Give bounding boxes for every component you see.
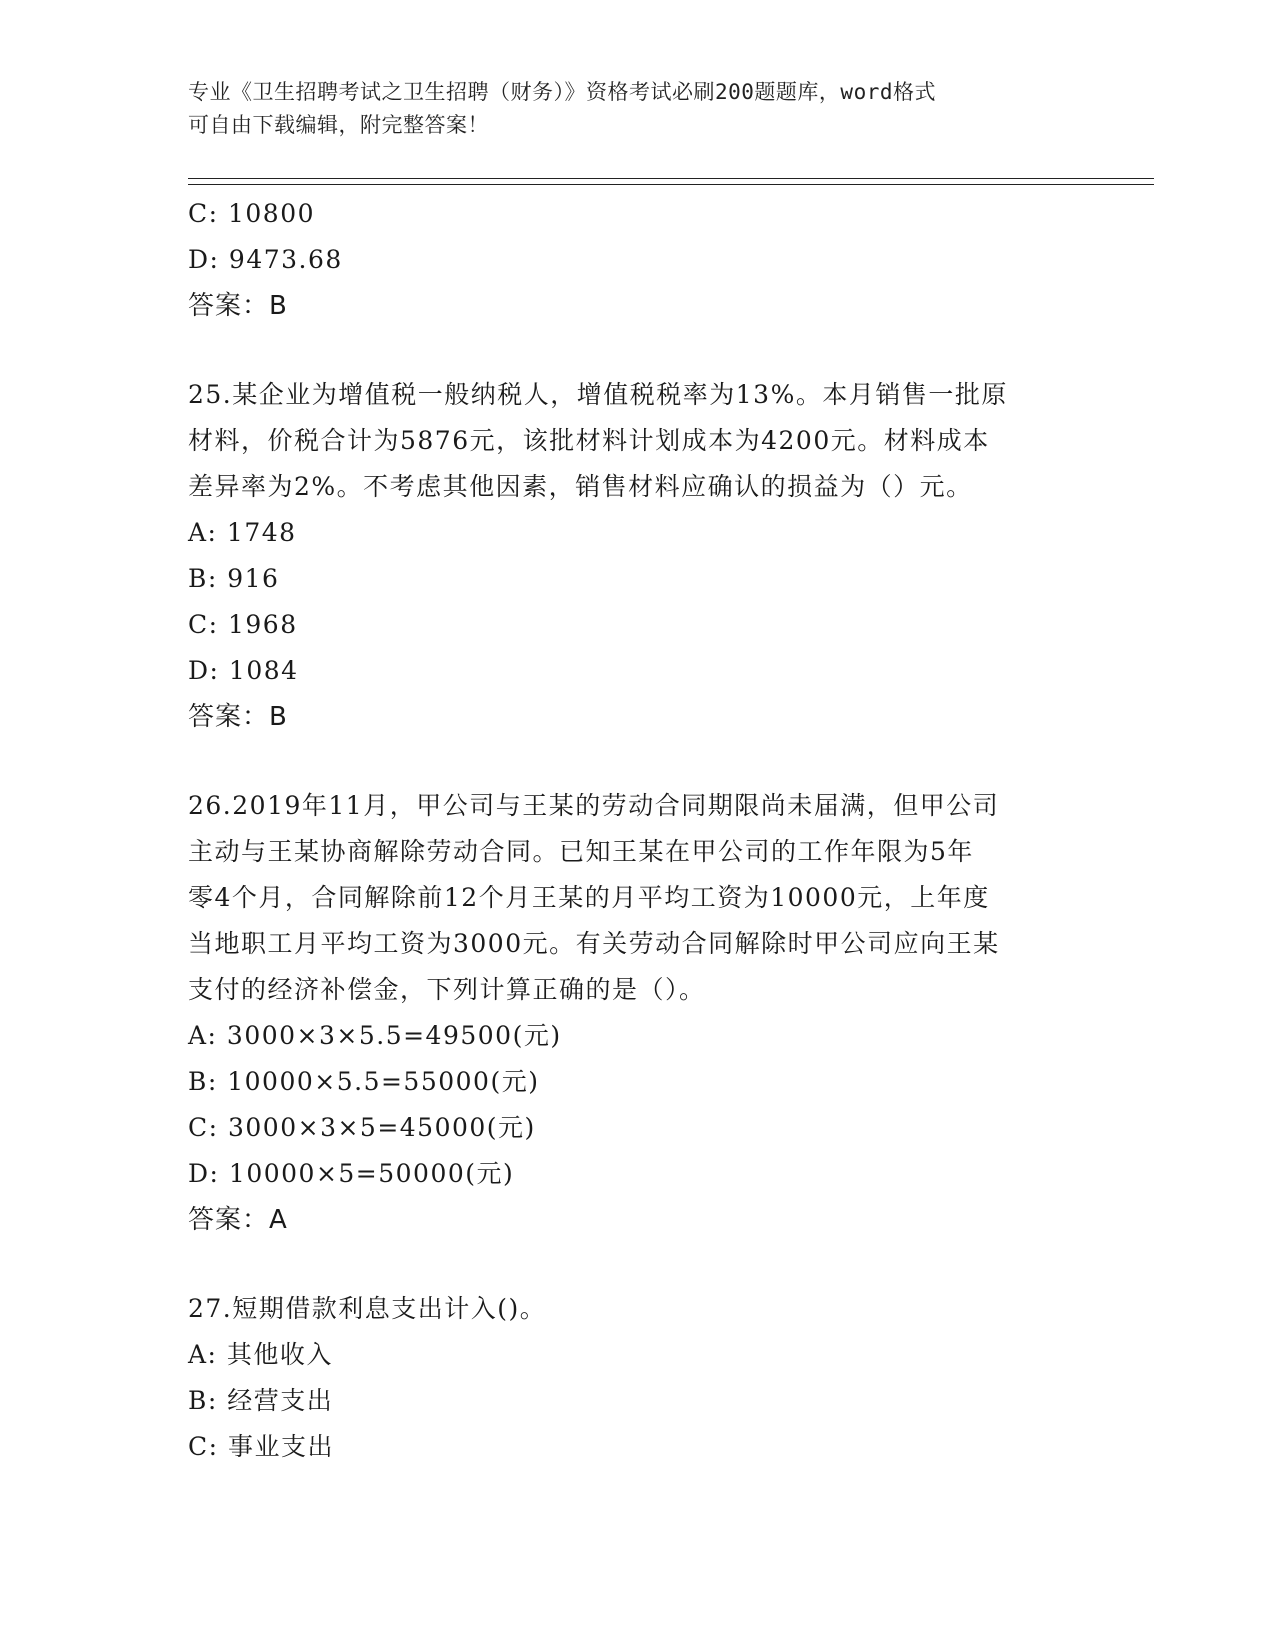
question-text-line: 零4个月，合同解除前12个月王某的月平均工资为10000元，上年度 <box>188 883 990 912</box>
question-text-line: 材料，价税合计为5876元，该批材料计划成本为4200元。材料成本 <box>188 426 990 455</box>
question-content <box>188 191 1088 1470</box>
question-text-line: 26.2019年11月，甲公司与王某的劳动合同期限尚未届满，但甲公司 <box>188 791 1000 820</box>
question-text-line: 27.短期借款利息支出计入()。 <box>188 1294 547 1323</box>
option-a: A: 1748 <box>188 518 297 547</box>
option-c: C: 10800 <box>188 199 316 228</box>
spacer <box>188 329 1088 372</box>
spacer <box>188 1243 1088 1286</box>
header-title-line-2: 可自由下载编辑，附完整答案！ <box>188 113 489 137</box>
question-text-line: 差异率为2%。不考虑其他因素，销售材料应确认的损益为（）元。 <box>188 472 973 501</box>
question-24-tail <box>188 191 1088 329</box>
question-text-line: 25.某企业为增值税一般纳税人，增值税税率为13%。本月销售一批原 <box>188 380 1008 409</box>
option-c: C: 3000×3×5=45000(元) <box>188 1113 536 1142</box>
question-text-line: 主动与王某协商解除劳动合同。已知王某在甲公司的工作年限为5年 <box>188 837 974 866</box>
header-title-line-1: 专业《卫生招聘考试之卫生招聘（财务）》资格考试必刷200题题库，word格式 <box>188 80 936 104</box>
question-text-line: 支付的经济补偿金，下列计算正确的是（）。 <box>188 975 706 1004</box>
option-c: C: 1968 <box>188 610 298 639</box>
answer-label: 答案：A <box>188 1205 288 1235</box>
question-text-line: 当地职工月平均工资为3000元。有关劳动合同解除时甲公司应向王某 <box>188 929 1000 958</box>
option-b: B: 经营支出 <box>188 1386 334 1415</box>
option-c: C: 事业支出 <box>188 1432 334 1461</box>
question-26 <box>188 783 1088 1243</box>
option-b: B: 10000×5.5=55000(元) <box>188 1067 540 1096</box>
answer-label: 答案：B <box>188 702 288 732</box>
option-b: B: 916 <box>188 564 280 593</box>
option-d: D: 10000×5=50000(元) <box>188 1159 515 1188</box>
option-d: D: 9473.68 <box>188 245 343 274</box>
question-27 <box>188 1286 1088 1470</box>
header-divider <box>188 178 1154 185</box>
spacer <box>188 740 1088 783</box>
option-a: A: 3000×3×5.5=49500(元) <box>188 1021 562 1050</box>
question-25 <box>188 372 1088 740</box>
option-a: A: 其他收入 <box>188 1340 333 1369</box>
option-d: D: 1084 <box>188 656 299 685</box>
page-header <box>188 76 1068 142</box>
answer-label: 答案：B <box>188 291 288 321</box>
